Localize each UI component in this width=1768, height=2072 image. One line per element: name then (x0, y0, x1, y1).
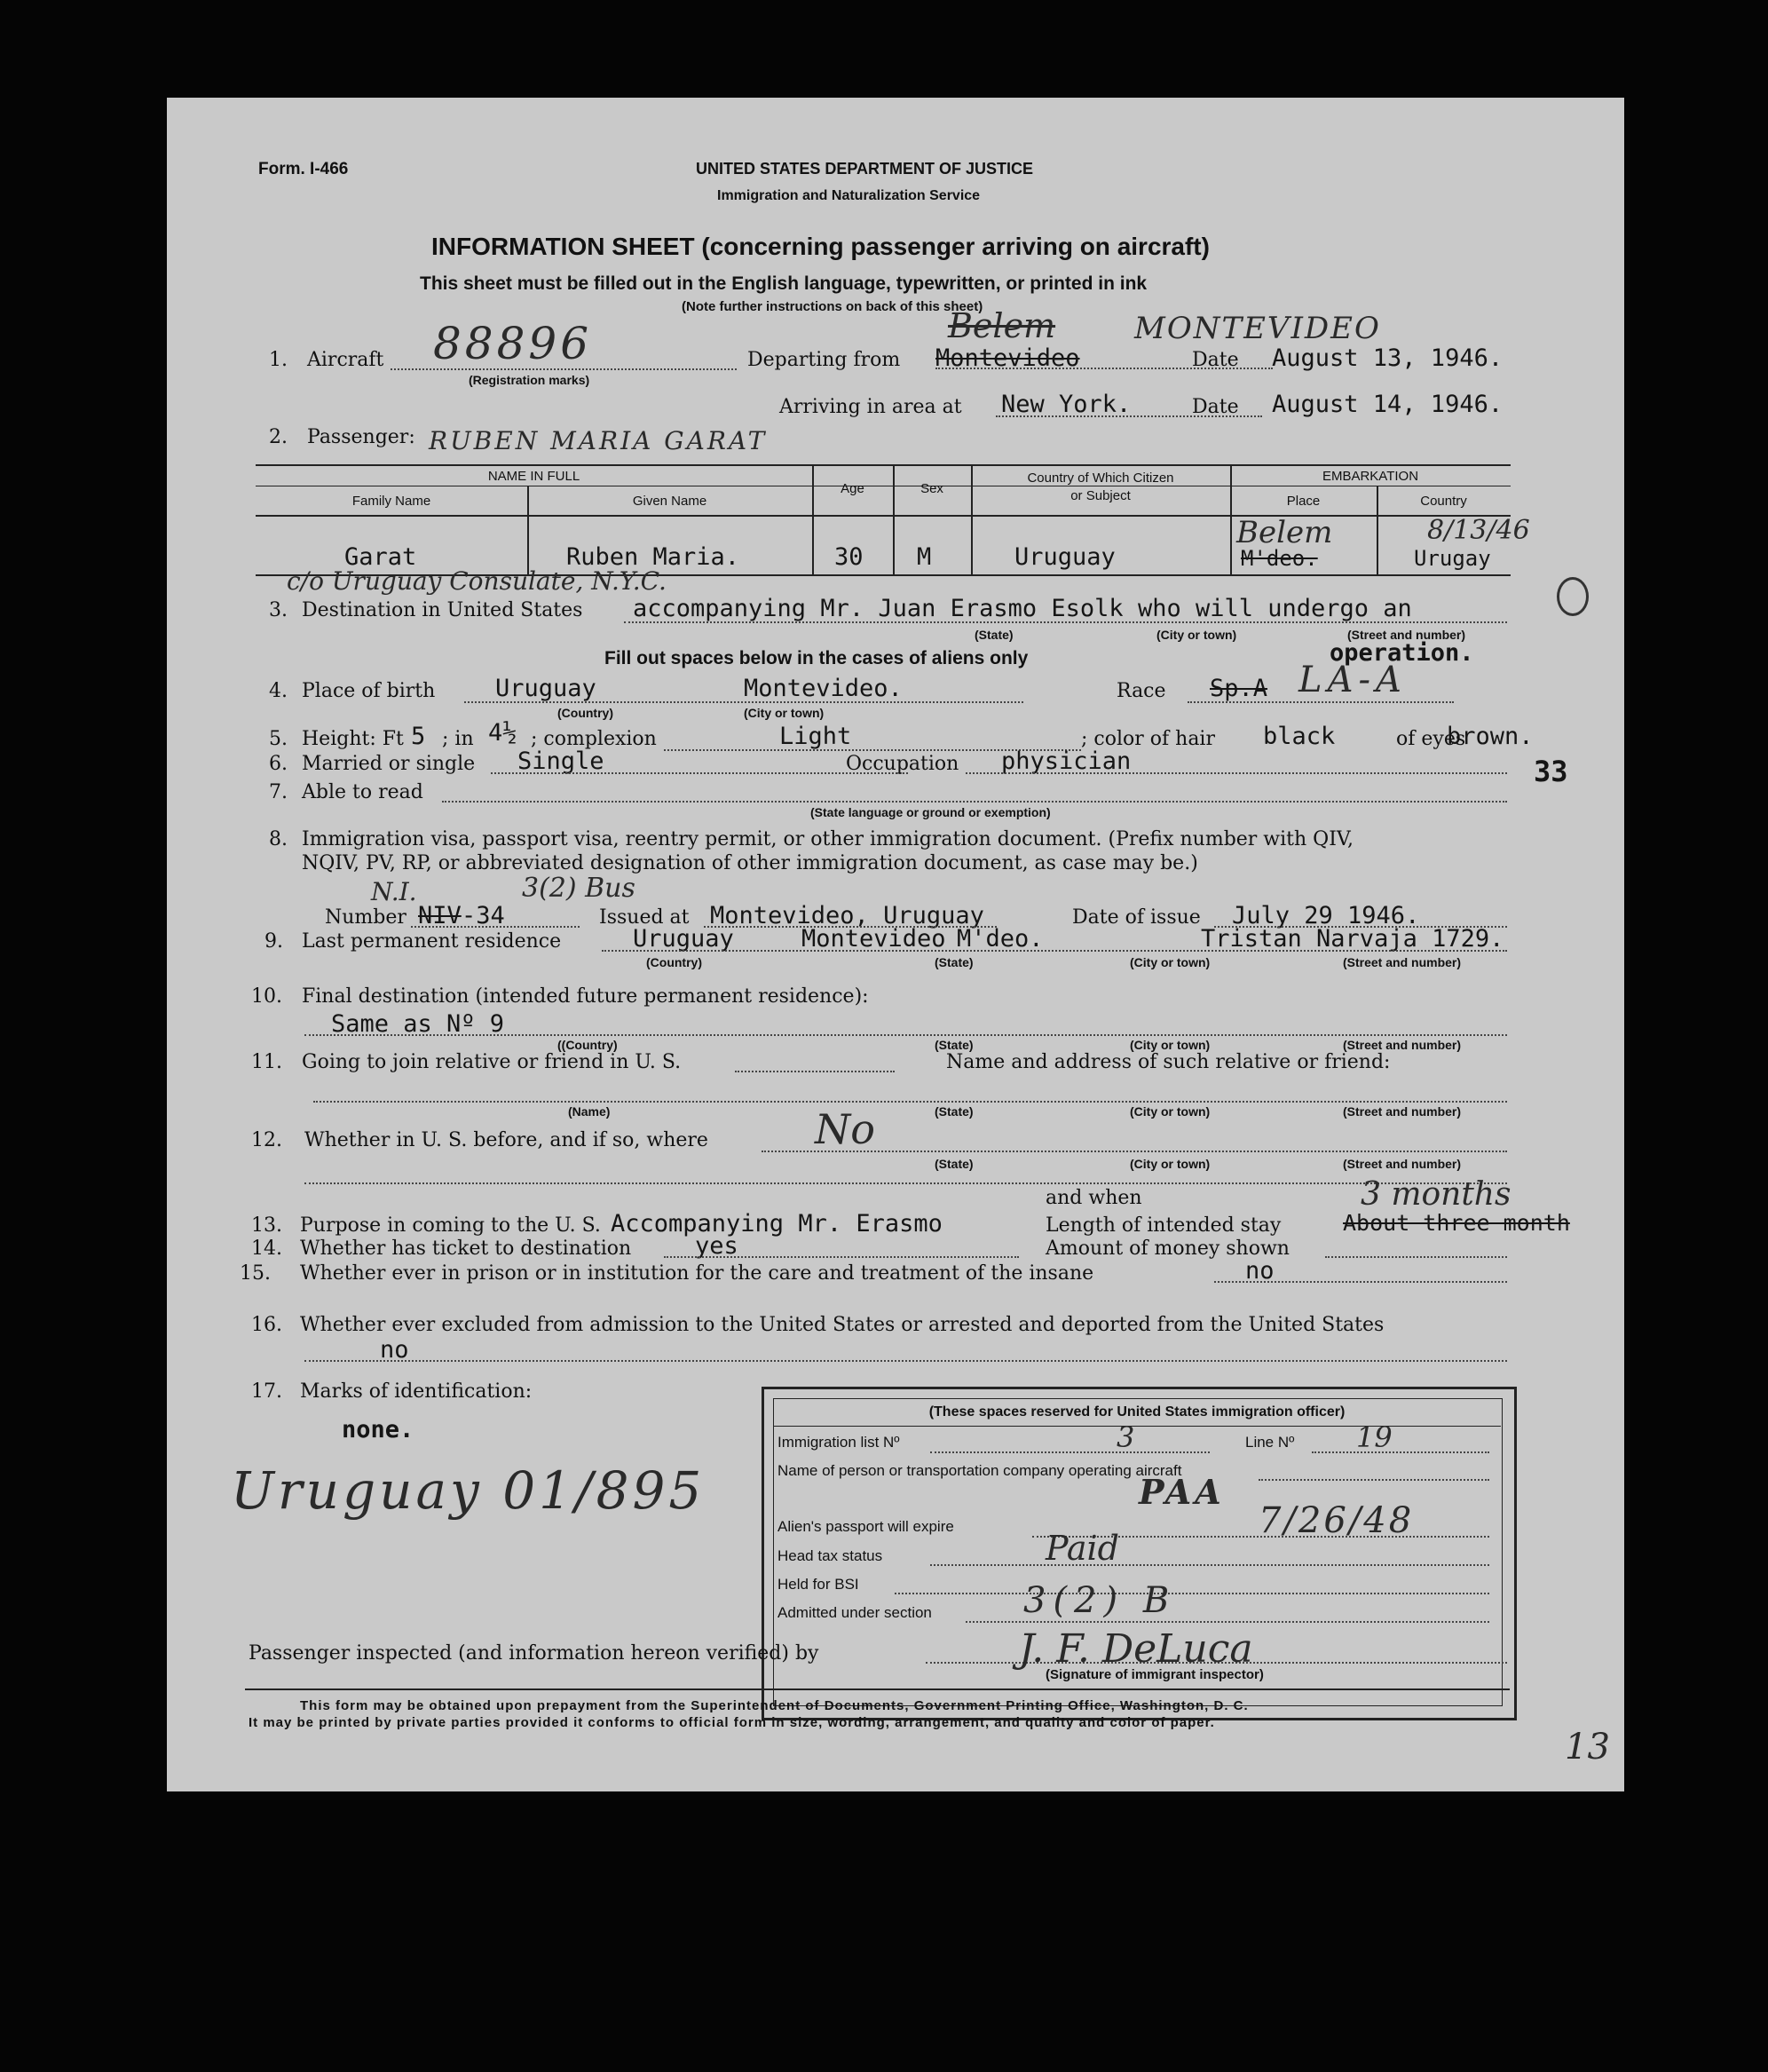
relative-address-label: Name and address of such relative or friend: (946, 1051, 1391, 1073)
hdr-country-subject: or Subject (1070, 488, 1131, 503)
doc-number-prefix: NIV (418, 902, 462, 929)
item5-number: 5. (269, 728, 288, 750)
residence-state: Montevideo (801, 925, 946, 953)
eyes-value: brown. (1447, 723, 1534, 750)
destination-value: accompanying Mr. Juan Erasmo Esolk who will undergo an (633, 595, 1412, 622)
instruction-note: (Note further instructions on back of this sheet) (682, 299, 983, 314)
residence-label: Last permanent residence (302, 930, 562, 953)
list-line (930, 1451, 1210, 1453)
occupation-value: physician (1001, 747, 1132, 775)
embark-place-typed: M'deo. (1241, 546, 1318, 571)
hdr-age: Age (841, 481, 864, 496)
birth-caption-country: (Country) (557, 706, 613, 720)
race-line (1188, 701, 1454, 703)
height-in-label: ; in (442, 728, 474, 750)
before-caption-city: (City or town) (1130, 1157, 1211, 1171)
company-line (1259, 1479, 1489, 1481)
inspector-signature: J. F. DeLuca (1019, 1626, 1253, 1672)
occupation-label: Occupation (846, 753, 959, 775)
headtax-label: Head tax status (777, 1547, 883, 1564)
family-name-value: Garat (344, 543, 417, 571)
form-sheet (167, 98, 1624, 1791)
table-top-rule (256, 464, 1511, 466)
destination-value-2: operation. (1330, 639, 1474, 667)
race-typed: Sp.A (1210, 675, 1268, 702)
residence-city: M'deo. (957, 925, 1044, 953)
stay-typed: About three month (1343, 1210, 1570, 1236)
aircraft-label: Aircraft (307, 349, 384, 371)
footer-line-1: This form may be obtained upon prepayment from the Superintendent of Documents, Government Printing Office, Washington, D. C. (300, 1698, 1249, 1713)
registration-caption: (Registration marks) (469, 373, 590, 387)
item4-number: 4. (269, 680, 288, 702)
doc-number-value: -34 (462, 902, 505, 929)
doc-number-label: Number (325, 906, 406, 929)
passport-label: Alien's passport will expire (777, 1518, 954, 1535)
headtax-line (930, 1564, 1489, 1566)
res-caption-state: (State) (935, 955, 974, 969)
departing-typed: Montevideo (935, 344, 1080, 372)
bsi-label: Held for BSI (777, 1576, 859, 1593)
and-when-label: and when (1046, 1187, 1142, 1209)
join-relative-label: Going to join relative or friend in U. S. (302, 1051, 682, 1073)
hair-label: ; color of hair (1081, 728, 1215, 750)
caption-city: (City or town) (1156, 628, 1237, 642)
departing-hand-2: MONTEVIDEO (1134, 311, 1381, 346)
item3-number: 3. (269, 599, 288, 621)
money-line (1325, 1256, 1507, 1258)
arrive-date-value: August 14, 1946. (1272, 391, 1504, 418)
height-ft-value: 5 (411, 723, 426, 750)
us-before-hand: No (815, 1105, 875, 1153)
item8-hand-2: 3(2) Bus (522, 873, 635, 904)
eyes-label: of eyes (1396, 728, 1466, 750)
complexion-label: ; complexion (531, 728, 657, 750)
aliens-note: Fill out spaces below in the cases of aliens only (604, 648, 1029, 668)
doc-number-line (411, 926, 580, 928)
final-caption-street: (Street and number) (1343, 1038, 1462, 1052)
rel-caption-state: (State) (935, 1104, 974, 1119)
hdr-country: Country (1420, 494, 1467, 509)
excluded-label: Whether ever excluded from admission to the United States or arrested and deported from the United States (300, 1314, 1385, 1336)
race-label: Race (1117, 680, 1166, 702)
destination-hand-note: c/o Uruguay Consulate, N.Y.C. (287, 566, 667, 596)
list-value: 3 (1117, 1420, 1135, 1454)
issued-at-value: Montevideo, Uruguay (710, 902, 984, 929)
hair-value: black (1263, 723, 1336, 750)
item15-number: 15. (240, 1262, 271, 1285)
res-caption-city: (City or town) (1130, 955, 1211, 969)
issue-date-value: July 29 1946. (1232, 902, 1420, 929)
final-destination-value: Same as Nº 9 (331, 1010, 505, 1038)
excluded-line (304, 1360, 1507, 1362)
item8-text-2: NQIV, PV, RP, or abbreviated designation of other immigration document, as case may be.) (302, 852, 1198, 874)
us-before-line (762, 1151, 1507, 1152)
embark-place-hand: Belem (1236, 515, 1333, 550)
service: Immigration and Naturalization Service (717, 188, 981, 203)
birthplace-line (464, 701, 1023, 703)
item12-number: 12. (251, 1129, 282, 1151)
departing-label: Departing from (747, 349, 901, 371)
res-caption-street: (Street and number) (1343, 955, 1462, 969)
excluded-value: no (380, 1336, 409, 1364)
bsi-line (895, 1593, 1489, 1594)
item10-number: 10. (251, 985, 282, 1008)
item8-hand-1: N.I. (371, 877, 417, 906)
item7-number: 7. (269, 781, 288, 803)
aircraft-value: 88896 (433, 318, 593, 369)
section-label: Admitted under section (777, 1604, 932, 1621)
item11-number: 11. (251, 1051, 282, 1073)
item14-number: 14. (251, 1238, 282, 1260)
marks-hand: Uruguay 01/895 (231, 1460, 706, 1521)
before-caption-street: (Street and number) (1343, 1157, 1462, 1171)
ticket-value: yes (695, 1232, 738, 1260)
page-number: 13 (1565, 1727, 1610, 1768)
us-before-label: Whether in U. S. before, and if so, where (304, 1129, 708, 1151)
able-to-read-label: Able to read (302, 781, 423, 803)
res-caption-country: (Country) (646, 955, 702, 969)
ticket-label: Whether has ticket to destination (300, 1238, 632, 1260)
relative-line (313, 1101, 1507, 1103)
hdr-family-name: Family Name (351, 494, 431, 509)
marital-value: Single (517, 747, 604, 775)
able-to-read-line (442, 801, 1507, 803)
hdr-place: Place (1286, 494, 1321, 509)
line-label: Line Nº (1245, 1434, 1295, 1451)
margin-code: 33 (1534, 755, 1568, 788)
passenger-hand-name: RUBEN MARIA GARAT (429, 426, 768, 455)
section-line (966, 1621, 1489, 1623)
able-to-read-caption: (State language or ground or exemption) (810, 805, 1051, 819)
rel-caption-city: (City or town) (1130, 1104, 1211, 1119)
destination-line (624, 621, 1507, 623)
item16-number: 16. (251, 1314, 282, 1336)
embark-country-hand: 8/13/46 (1427, 515, 1530, 546)
item17-number: 17. (251, 1380, 282, 1403)
prison-label: Whether ever in prison or in institution for the care and treatment of the insane (300, 1262, 1094, 1285)
final-caption-city: (City or town) (1130, 1038, 1211, 1052)
age-value: 30 (834, 543, 864, 571)
item8-number: 8. (269, 828, 288, 850)
item6-number: 6. (269, 753, 288, 775)
ticket-line (664, 1256, 1019, 1258)
marks-value: none. (342, 1416, 414, 1443)
officer-box-title: (These spaces reserved for United States immigration officer) (928, 1404, 1346, 1420)
arriving-value: New York. (1001, 391, 1132, 418)
departing-hand-1: Belem (948, 306, 1056, 345)
caption-state: (State) (975, 628, 1014, 642)
item2-number: 2. (269, 426, 288, 448)
stay-label: Length of intended stay (1046, 1214, 1282, 1237)
destination-label: Destination in United States (302, 599, 583, 621)
occupation-line (966, 772, 1507, 774)
rel-caption-name: (Name) (568, 1104, 611, 1119)
footer-line-2: It may be printed by private parties provided it conforms to official form in size, wording, arrangement, and quality and color of paper. (249, 1715, 1215, 1730)
when-line (304, 1182, 1507, 1184)
headtax-value: Paid (1046, 1529, 1119, 1568)
rel-caption-street: (Street and number) (1343, 1104, 1462, 1119)
birth-city-value: Montevideo. (744, 675, 903, 702)
birth-country-value: Uruguay (495, 675, 596, 702)
complexion-value: Light (779, 723, 852, 750)
instruction-line: This sheet must be filled out in the English language, typewritten, or printed in ink (420, 273, 1148, 294)
money-label: Amount of money shown (1046, 1238, 1290, 1260)
footer-rule (245, 1688, 1510, 1690)
final-caption-country: ((Country) (557, 1038, 618, 1052)
arriving-label: Arriving in area at (779, 396, 962, 418)
passenger-label: Passenger: (307, 426, 415, 448)
height-in-value: 4½ (488, 719, 517, 747)
inspection-label: Passenger inspected (and information hereon verified) by (249, 1642, 819, 1665)
height-label: Height: Ft (302, 728, 404, 750)
residence-country: Uruguay (633, 925, 734, 953)
issued-at-label: Issued at (599, 906, 690, 929)
department: UNITED STATES DEPARTMENT OF JUSTICE (696, 160, 1034, 178)
sex-value: M (917, 543, 932, 571)
final-caption-state: (State) (935, 1038, 974, 1052)
circle-mark (1557, 577, 1589, 616)
join-relative-line (735, 1071, 895, 1072)
form-number: Form. I-466 (258, 160, 349, 178)
race-hand: LA-A (1298, 660, 1407, 700)
issue-date-label: Date of issue (1072, 906, 1201, 929)
item8-text-1: Immigration visa, passport visa, reentry permit, or other immigration document. (Prefix number with QIV, (302, 828, 1354, 850)
depart-date-label: Date (1192, 349, 1239, 371)
prison-value: no (1245, 1257, 1275, 1285)
arrive-date-label: Date (1192, 396, 1239, 418)
depart-date-value: August 13, 1946. (1272, 344, 1504, 372)
final-destination-label: Final destination (intended future permanent residence): (302, 985, 869, 1008)
birthplace-label: Place of birth (302, 680, 436, 702)
stay-hand: 3 months (1361, 1176, 1511, 1213)
purpose-value: Accompanying Mr. Erasmo (611, 1210, 943, 1238)
caption-street: (Street and number) (1347, 628, 1466, 642)
marital-label: Married or single (302, 753, 476, 775)
given-name-value: Ruben Maria. (566, 543, 740, 571)
list-label: Immigration list Nº (777, 1434, 900, 1451)
final-destination-line (304, 1034, 1507, 1036)
item13-number: 13. (251, 1214, 282, 1237)
marks-label: Marks of identification: (300, 1380, 533, 1403)
hdr-sex: Sex (920, 481, 943, 496)
section-value: 3(2) B (1023, 1580, 1177, 1621)
birth-caption-city: (City or town) (744, 706, 825, 720)
line-no-line (1312, 1451, 1489, 1453)
hdr-given-name: Given Name (632, 494, 707, 509)
line-value: 19 (1356, 1420, 1393, 1454)
company-label: Name of person or transportation company operating aircraft (777, 1462, 1182, 1479)
item1-number: 1. (269, 349, 288, 371)
signature-caption: (Signature of immigrant inspector) (1046, 1667, 1264, 1682)
embark-country-typed: Urugay (1414, 546, 1491, 571)
hdr-name-in-full: NAME IN FULL (487, 469, 580, 484)
purpose-label: Purpose in coming to the U. S. (300, 1214, 601, 1237)
passport-value: 7/26/48 (1259, 1500, 1415, 1541)
residence-line (602, 950, 1507, 952)
citizen-value: Uruguay (1014, 543, 1116, 571)
prison-line (1214, 1281, 1507, 1283)
page-title: INFORMATION SHEET (concerning passenger arriving on aircraft) (431, 233, 1210, 260)
item9-number: 9. (264, 930, 283, 953)
hdr-embarkation: EMBARKATION (1322, 469, 1419, 484)
company-value: PAA (1139, 1472, 1225, 1512)
before-caption-state: (State) (935, 1157, 974, 1171)
hdr-country-citizen: Country of Which Citizen (1027, 471, 1174, 486)
residence-street: Tristan Narvaja 1729. (1201, 925, 1504, 953)
